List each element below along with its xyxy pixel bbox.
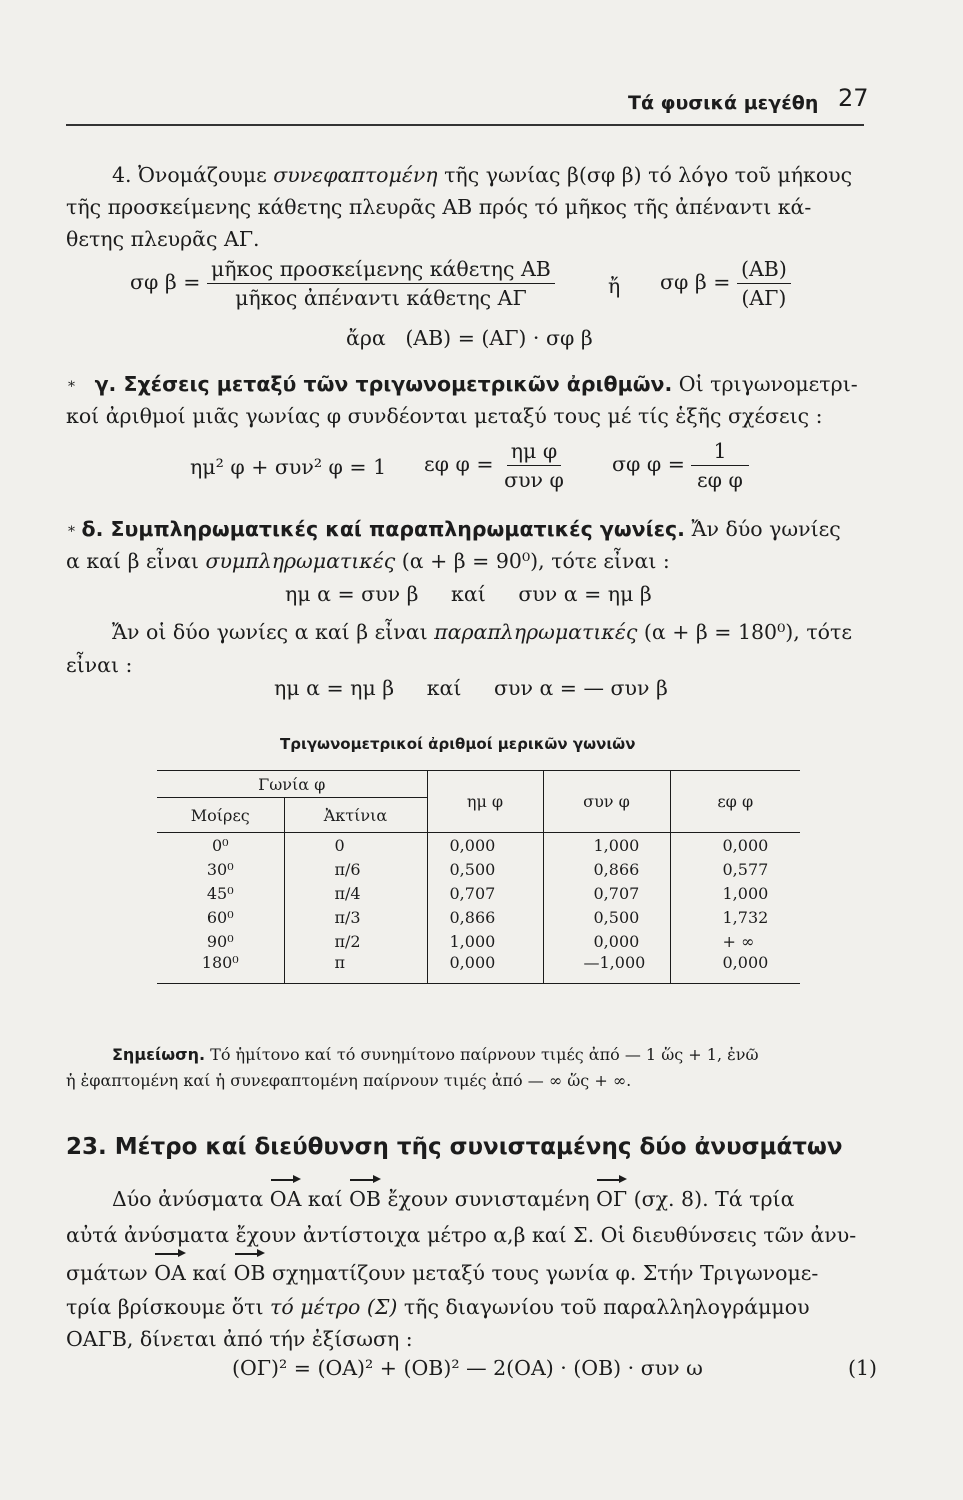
delta-line3: Ἄν οἱ δύο γωνίες α καί β εἶναι παραπληρωματικές (α + β = 180⁰), τότε [112, 620, 852, 644]
cell-deg: 0⁰ [211, 835, 229, 855]
delta-line2: α καί β εἶναι συμπληρωματικές (α + β = 90⁰), τότε εἶναι : [66, 549, 670, 573]
section-23-title: 23. Μέτρο καί διεύθυνση τῆς συνισταμένης δύο ἀνυσμάτων [66, 1134, 843, 1160]
table-row [157, 905, 800, 929]
cell-sin: 0,000 [427, 833, 543, 858]
tan-identity: εφ φ = $\frac{\text{ημ φ}}{\text{συν φ}}$ [424, 439, 564, 492]
delta-line4: εἶναι : [66, 653, 133, 677]
cell-deg: 90⁰ [206, 931, 234, 951]
p4-line3: θετης πλευρᾶς ΑΓ. [66, 227, 260, 251]
cell-tan: 0,000 [670, 833, 800, 858]
cell-sin: 0,866 [427, 905, 543, 929]
resultant-magnitude-equation: (ΟΓ)² = (ΟΑ)² + (ΟΒ)² — 2(ΟΑ) · (ΟΒ) · συν ω [232, 1356, 703, 1380]
cell-cos: 0,866 [543, 857, 670, 881]
equation-number: (1) [848, 1356, 878, 1380]
header-angle: Γωνία φ [157, 771, 427, 798]
s23-line2: αὐτά ἀνύσματα ἔχουν ἀντίστοιχα μέτρο α,β καί Σ. Οἱ διευθύνσεις τῶν ἀνυ- [66, 1223, 857, 1247]
p4-line1: 4. Ὀνομάζουμε συνεφαπτομένη τῆς γωνίας β(σφ β) τό λόγο τοῦ μήκους [112, 163, 853, 187]
running-header: Τά φυσικά μεγέθη [628, 92, 819, 114]
cell-cos: 0,000 [543, 929, 670, 953]
note-line1: Σημείωση. Τό ἡμίτονο καί τό συνημίτονο παίρνουν τιμές ἀπό — 1 ὥς + 1, ἐνῶ [112, 1045, 759, 1064]
delta-line1: * δ. Συμπληρωματικές καί παραπληρωματικές γωνίες. Ἄν δύο γωνίες [68, 517, 841, 541]
cell-rad: π/3 [284, 905, 427, 929]
table-row [157, 953, 800, 984]
table-row [157, 881, 800, 905]
cell-sin: 0,500 [427, 857, 543, 881]
s23-line1: Δύο ἀνύσματα ΟΑ καί ΟΒ ἔχουν συνισταμένη ΟΓ (σχ. 8). Τά τρία [112, 1184, 794, 1214]
supplementary-equation: ημ α = ημ β καί συν α = — συν β [274, 676, 668, 700]
cell-rad: π/2 [284, 929, 427, 953]
p4-line2: τῆς προσκείμενης κάθετης πλευρᾶς ΑΒ πρός τό μῆκος τῆς ἀπέναντι κά- [66, 195, 812, 219]
header-tan: εφ φ [670, 771, 800, 833]
cell-deg: 45⁰ [206, 883, 234, 903]
cell-cos: 1,000 [543, 833, 670, 858]
cell-cos: 0,500 [543, 905, 670, 929]
complementary-equation: ημ α = συν β καί συν α = ημ β [285, 582, 652, 606]
header-sin: ημ φ [427, 771, 543, 833]
pythagorean-identity: ημ² φ + συν² φ = 1 [190, 455, 387, 479]
or-word: ἤ [608, 274, 621, 298]
cot-ratio-equation: σφ β = $\frac{(AB)}{(A\Gamma)}$ [660, 256, 791, 311]
s23-line4: τρία βρίσκουμε ὅτι τό μέτρο (Σ) τῆς διαγωνίου τοῦ παραλληλογράμμου [66, 1295, 810, 1319]
header-cos: συν φ [543, 771, 670, 833]
cell-deg: 180⁰ [157, 953, 284, 984]
ara-equation: ἄρα (ΑΒ) = (ΑΓ) · σφ β [346, 326, 593, 350]
header-radians: Ἀκτίνια [284, 798, 427, 833]
cell-tan: 0,577 [670, 857, 800, 881]
gamma-line2: κοί ἀριθμοί μιᾶς γωνίας φ συνδέονται μεταξύ τους μέ τίς ἑξῆς σχέσεις : [66, 404, 823, 428]
trig-values-table [157, 770, 800, 984]
cell-deg: 60⁰ [206, 907, 234, 927]
cell-tan: 1,732 [670, 905, 800, 929]
header-degrees: Μοίρες [157, 798, 284, 833]
table-row [157, 929, 800, 953]
cell-cos: —1,000 [543, 953, 670, 984]
table-caption: Τριγωνομετρικοί ἀριθμοί μερικῶν γωνιῶν [280, 735, 636, 753]
cot-identity: σφ φ = $\frac{1}{\text{εφ φ}}$ [612, 438, 749, 493]
cell-sin: 0,707 [427, 881, 543, 905]
cell-rad: 0 [284, 833, 427, 858]
cell-tan: 1,000 [670, 881, 800, 905]
cell-cos: 0,707 [543, 881, 670, 905]
cell-tan: 0,000 [670, 953, 800, 984]
cell-tan: + ∞ [670, 929, 800, 953]
cell-rad: π/4 [284, 881, 427, 905]
header-rule [66, 124, 864, 126]
cell-rad: π [284, 953, 427, 984]
cell-deg: 30⁰ [206, 859, 234, 879]
cot-definition-equation: σφ β = $\frac{\text{μῆκος προσκείμενης κάθετης ΑΒ}}{\text{μῆκος ἀπέναντι κάθετης ΑΓ}}$ [130, 256, 555, 311]
note-line2: ἡ ἐφαπτομένη καί ἡ συνεφαπτομένη παίρνουν τιμές ἀπό — ∞ ὥς + ∞. [66, 1071, 632, 1090]
cell-sin: 1,000 [427, 929, 543, 953]
cell-rad: π/6 [284, 857, 427, 881]
s23-line3: σμάτων ΟΑ καί ΟΒ σχηματίζουν μεταξύ τους γωνία φ. Στήν Τριγωνομε- [66, 1258, 818, 1288]
cell-sin: 0,000 [427, 953, 543, 984]
page-number: 27 [838, 84, 869, 112]
table-row [157, 857, 800, 881]
s23-line5: ΟΑΓΒ, δίνεται ἀπό τήν ἐξίσωση : [66, 1327, 413, 1351]
gamma-line1: * γ. Σχέσεις μεταξύ τῶν τριγωνομετρικῶν ἀριθμῶν. Οἱ τριγωνομετρι- [68, 372, 858, 396]
table-row [157, 833, 800, 858]
